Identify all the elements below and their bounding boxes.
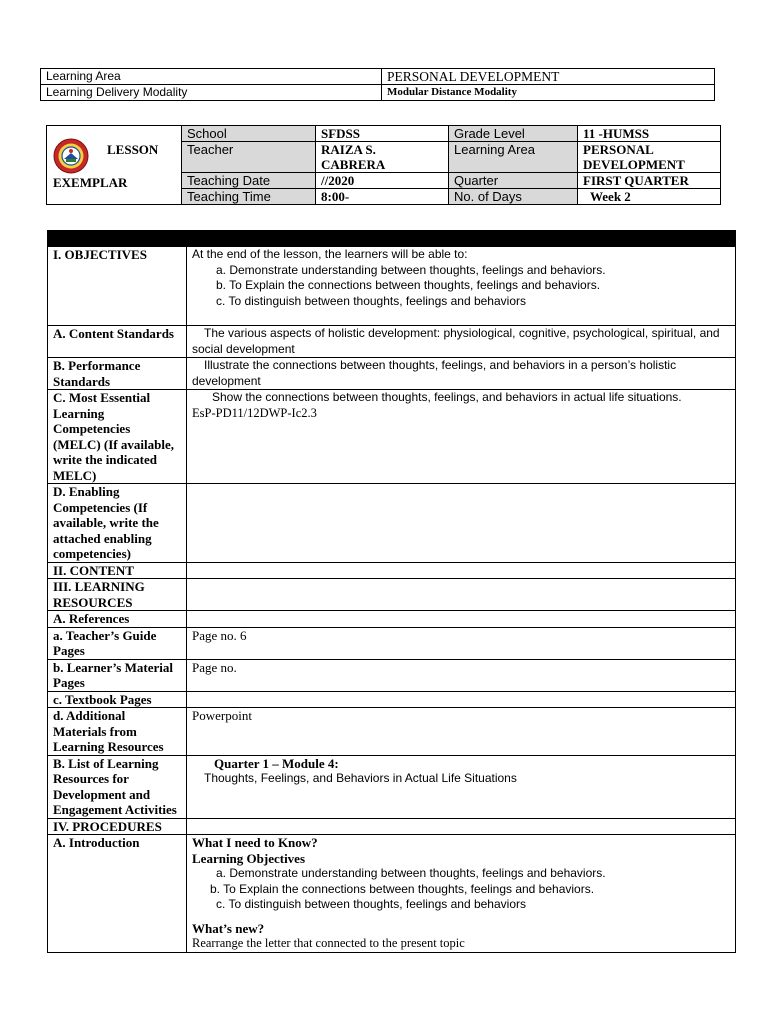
- learning-area-label: Learning Area: [41, 69, 382, 85]
- rearrange-text: Rearrange the letter that connected to the present topic: [192, 936, 465, 950]
- grade-label: Grade Level: [449, 126, 578, 142]
- additional-label: d. Additional Materials from Learning Resources: [48, 708, 187, 756]
- learning-area-label-2: Learning Area: [449, 142, 578, 173]
- teacher-value: RAIZA S. CABRERA: [316, 142, 449, 173]
- melc-label: C. Most Essential Learning Competencies (MELC) (If available, write the indicated MELC): [48, 390, 187, 484]
- table-row: [48, 326, 736, 358]
- teachers-guide-value: Page no. 6: [187, 627, 736, 659]
- melc-value: Show the connections between thoughts, feelings, and behaviors in actual life situations.: [212, 390, 682, 404]
- teacher-label: Teacher: [182, 142, 316, 173]
- content-standards-value: The various aspects of holistic development: physiological, cognitive, psychological, spiritual, and social development: [187, 326, 736, 358]
- procedures-value: [187, 818, 736, 835]
- table-row: [48, 484, 736, 563]
- list-title: Thoughts, Feelings, and Behaviors in Actual Life Situations: [204, 771, 517, 785]
- references-label: A. References: [48, 611, 187, 628]
- teaching-date-label: Teaching Date: [182, 173, 316, 189]
- objective-a: a. Demonstrate understanding between thoughts, feelings and behaviors.: [216, 262, 606, 277]
- objective-c: c. To distinguish between thoughts, feelings and behaviors: [216, 293, 526, 308]
- days-value: Week 2: [578, 189, 721, 205]
- table-row: [48, 708, 736, 756]
- table-row: [48, 627, 736, 659]
- learning-resources-label: III. LEARNING RESOURCES: [48, 579, 187, 611]
- grade-value: 11 -HUMSS: [578, 126, 721, 142]
- teaching-date-value: //2020: [316, 173, 449, 189]
- table-row: [48, 659, 736, 691]
- teaching-time-label: Teaching Time: [182, 189, 316, 205]
- lesson-exemplar-cell: [47, 126, 182, 205]
- textbook-label: c. Textbook Pages: [48, 691, 187, 708]
- melc-code: EsP-PD11/12DWP-Ic2.3: [192, 405, 317, 420]
- table-row: [48, 247, 736, 326]
- enabling-value: [187, 484, 736, 563]
- school-seal-icon: [53, 138, 89, 174]
- what-i-need-heading: What I need to Know?: [192, 835, 318, 850]
- table-row: [48, 818, 736, 835]
- exemplar-title: EXEMPLAR: [53, 175, 128, 190]
- school-value: SFDSS: [316, 126, 449, 142]
- objective-b: b. To Explain the connections between thoughts, feelings and behaviors.: [216, 278, 601, 292]
- performance-standards-label: B. Performance Standards: [48, 358, 187, 390]
- list-label: B. List of Learning Resources for Development and Engagement Activities: [48, 755, 187, 818]
- learners-material-label: b. Learner’s Material Pages: [48, 659, 187, 691]
- table-row: [48, 835, 736, 953]
- melc-cell: [187, 390, 736, 484]
- learning-area-strip: [40, 68, 715, 101]
- enabling-label: D. Enabling Competencies (If available, write the attached enabling competencies): [48, 484, 187, 563]
- table-row: [48, 562, 736, 579]
- modality-label: Learning Delivery Modality: [41, 85, 382, 101]
- learners-material-value: Page no.: [187, 659, 736, 691]
- references-value: [187, 611, 736, 628]
- learning-objectives-heading: Learning Objectives: [192, 850, 306, 866]
- table-row: [48, 691, 736, 708]
- modality-value: Modular Distance Modality: [382, 85, 715, 101]
- objectives-cell: [187, 247, 736, 326]
- textbook-value: [187, 691, 736, 708]
- list-cell: [187, 755, 736, 818]
- days-label: No. of Days: [449, 189, 578, 205]
- learning-area-value: PERSONAL DEVELOPMENT: [382, 69, 715, 85]
- procedures-label: IV. PROCEDURES: [48, 818, 187, 835]
- lesson-plan-table: [47, 230, 736, 953]
- table-row: [48, 579, 736, 611]
- teachers-guide-label: a. Teacher’s Guide Pages: [48, 627, 187, 659]
- performance-standards-value: Illustrate the connections between thoughts, feelings, and behaviors in a person’s holistic development: [187, 358, 736, 390]
- introduction-label: A. Introduction: [48, 835, 187, 953]
- content-label: II. CONTENT: [48, 562, 187, 579]
- whats-new-heading: What’s new?: [192, 920, 265, 936]
- intro-objective-c: c. To distinguish between thoughts, feelings and behaviors: [216, 897, 526, 911]
- quarter-value: FIRST QUARTER: [578, 173, 721, 189]
- table-row: [48, 390, 736, 484]
- school-label: School: [182, 126, 316, 142]
- objectives-label: I. OBJECTIVES: [48, 247, 187, 326]
- objectives-intro: At the end of the lesson, the learners will be able to:: [192, 247, 468, 261]
- introduction-cell: [187, 835, 736, 953]
- list-module: Quarter 1 – Module 4:: [214, 755, 339, 771]
- quarter-label: Quarter: [449, 173, 578, 189]
- learning-resources-value: [187, 579, 736, 611]
- table-row: [48, 358, 736, 390]
- lesson-header: [46, 125, 721, 205]
- content-standards-label: A. Content Standards: [48, 326, 187, 358]
- intro-objective-a: a. Demonstrate understanding between thoughts, feelings and behaviors.: [216, 866, 606, 880]
- table-row: [48, 755, 736, 818]
- intro-objective-b: b. To Explain the connections between thoughts, feelings and behaviors.: [210, 881, 595, 896]
- learning-area-value-2: PERSONAL DEVELOPMENT: [578, 142, 721, 173]
- header-bar: [48, 231, 736, 247]
- lesson-title: LESSON: [107, 142, 159, 157]
- teaching-time-value: 8:00-: [316, 189, 449, 205]
- content-value: [187, 562, 736, 579]
- table-row: [48, 611, 736, 628]
- additional-value: Powerpoint: [187, 708, 736, 756]
